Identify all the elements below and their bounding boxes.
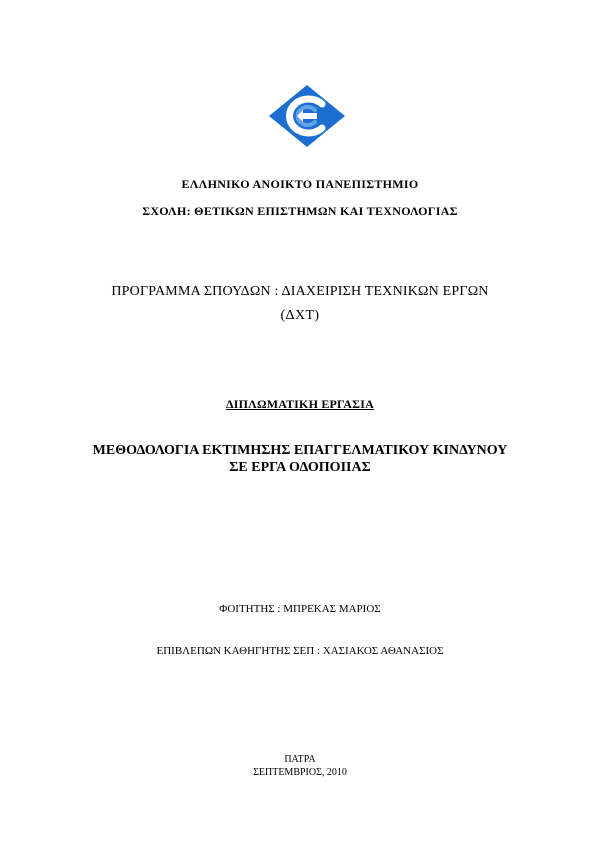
program-line-1: ΠΡΟΓΡΑΜΜΑ ΣΠΟΥΔΩΝ : ΔΙΑΧΕΙΡΙΣΗ ΤΕΧΝΙΚΩΝ ΕΡΓΩΝ xyxy=(111,284,489,299)
thesis-type: ΔΙΠΛΩΜΑΤΙΚΗ ΕΡΓΑΣΙΑ xyxy=(226,397,374,411)
supervisor-name: ΕΠΙΒΛΕΠΩΝ ΚΑΘΗΓΗΤΗΣ ΣΕΠ : ΧΑΣΙΑΚΟΣ ΑΘΑΝΑΣΙΟΣ xyxy=(156,645,444,657)
student-name: ΦΟΙΤΗΤΗΣ : ΜΠΡΕΚΑΣ ΜΑΡΙΟΣ xyxy=(219,603,381,615)
school-name: ΣΧΟΛΗ: ΘΕΤΙΚΩΝ ΕΠΙΣΤΗΜΩΝ ΚΑΙ ΤΕΧΝΟΛΟΓΙΑΣ xyxy=(142,204,458,218)
eap-university-logo-icon xyxy=(268,84,346,148)
thesis-title-line-1: ΜΕΘΟΔΟΛΟΓΙΑ ΕΚΤΙΜΗΣΗΣ ΕΠΑΓΓΕΛΜΑΤΙΚΟΥ ΚΙΝΔΥΝΟΥ xyxy=(92,443,508,458)
program-line-2: (ΔΧΤ) xyxy=(280,308,320,323)
thesis-title-line-2: ΣΕ ΕΡΓΑ ΟΔΟΠΟΙΙΑΣ xyxy=(229,460,371,475)
university-name: ΕΛΛΗΝΙΚΟ ΑΝΟΙΚΤΟ ΠΑΝΕΠΙΣΤΗΜΙΟ xyxy=(181,177,419,191)
date: ΣΕΠΤΕΜΒΡΙΟΣ, 2010 xyxy=(253,767,347,778)
city: ΠΑΤΡΑ xyxy=(284,754,316,765)
